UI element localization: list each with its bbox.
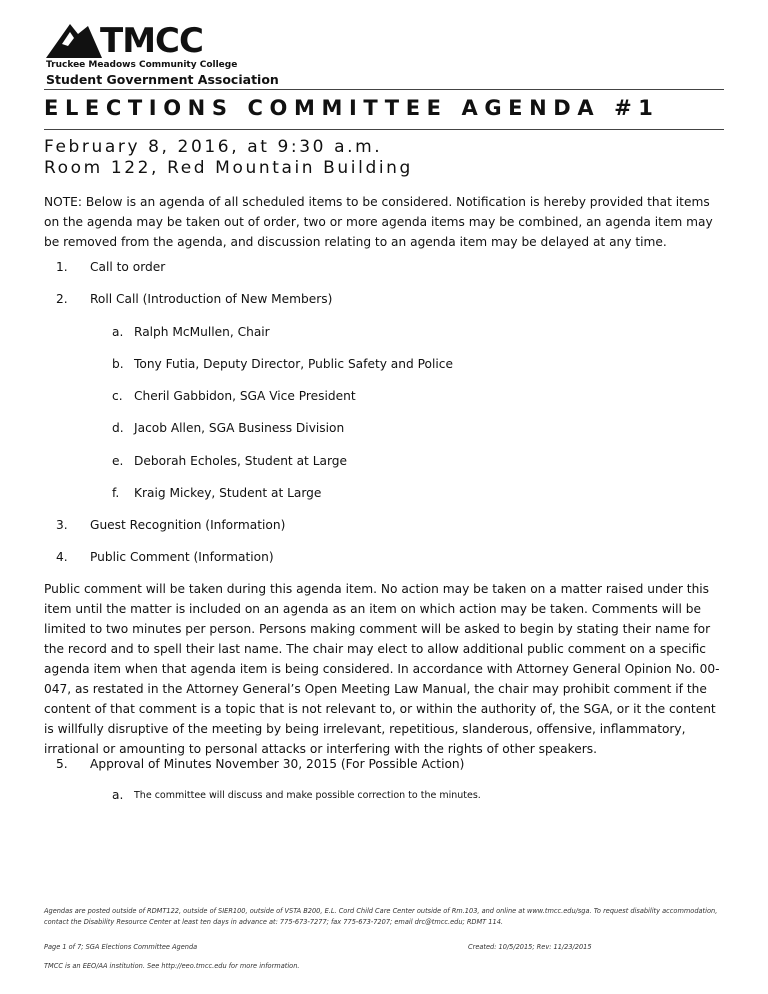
item-number: 2. bbox=[56, 292, 68, 306]
item-number: 5. bbox=[56, 757, 68, 771]
college-name: Truckee Meadows Community College bbox=[46, 60, 238, 70]
item-text: Approval of Minutes November 30, 2015 (For Possible Action) bbox=[90, 757, 465, 771]
public-comment-paragraph: Public comment will be taken during this agenda item. No action may be taken on a matter raised under this item until the matter is included on an agenda as an item on which action may be taken. Comments will be limited to two minutes per person. Persons making comment will be asked to begin by stating their name for the record and to spell their last name. The chair may elect to allow additional public comment on a specific agenda item when that agenda item is being considered. In accordance with Attorney General Opinion No. 00-047, as restated in the Attorney General’s Open Meeting Law Manual, the chair may prohibit comment if the content of that comment is a topic that is not relevant to, or within the authority of, the SGA, or it the content is willfully disruptive of the meeting by being irrelevant, repetitious, slanderous, offensive, inflammatory, irrational or amounting to personal attacks or interfering with the rights of other speakers. bbox=[44, 582, 720, 756]
item-text: Public Comment (Information) bbox=[90, 550, 274, 564]
item-text: Call to order bbox=[90, 260, 166, 274]
revision-dates: Created: 10/5/2015; Rev: 11/23/2015 bbox=[468, 943, 592, 951]
page-title: ELECTIONS COMMITTEE AGENDA #1 bbox=[44, 96, 660, 120]
mountain-logo-icon bbox=[44, 22, 104, 60]
item-text: Roll Call (Introduction of New Members) bbox=[90, 292, 333, 306]
agenda-note: NOTE: Below is an agenda of all scheduled items to be considered. Notification is hereby provided that items on the agenda may be taken out of order, two or more agenda items may be combined, an agenda item may be removed from the agenda, and discussion relating to an agenda item may be delayed at any time. bbox=[44, 195, 713, 249]
item-number: 4. bbox=[56, 550, 68, 564]
title-rule-top bbox=[44, 89, 724, 90]
meeting-date-time: February 8, 2016, at 9:30 a.m. bbox=[44, 137, 383, 157]
title-rule-bottom bbox=[44, 129, 724, 130]
item-number: 3. bbox=[56, 518, 68, 532]
association-name: Student Government Association bbox=[46, 72, 279, 87]
page-info: Page 1 of 7; SGA Elections Committee Agenda bbox=[44, 943, 198, 951]
tmcc-logo bbox=[44, 21, 279, 87]
eeo-statement: TMCC is an EEO/AA institution. See http://eeo.tmcc.edu for more information. bbox=[44, 962, 300, 970]
item-number: 1. bbox=[56, 260, 68, 274]
meeting-location: Room 122, Red Mountain Building bbox=[44, 158, 413, 178]
item-text: Guest Recognition (Information) bbox=[90, 518, 286, 532]
logo-wordmark: TMCC bbox=[100, 21, 203, 61]
posting-note: Agendas are posted outside of RDMT122, outside of SIER100, outside of VSTA B200, E.L. Cord Child Care Center outside of Rm.103, and online at www.tmcc.edu/sga. To request disability accommodation, contact the Disability Resource Center at least ten days in advance at: 775-673-7277; fax 775-673-7207; email drc@tmcc.edu; RDMT 114. bbox=[44, 907, 718, 926]
